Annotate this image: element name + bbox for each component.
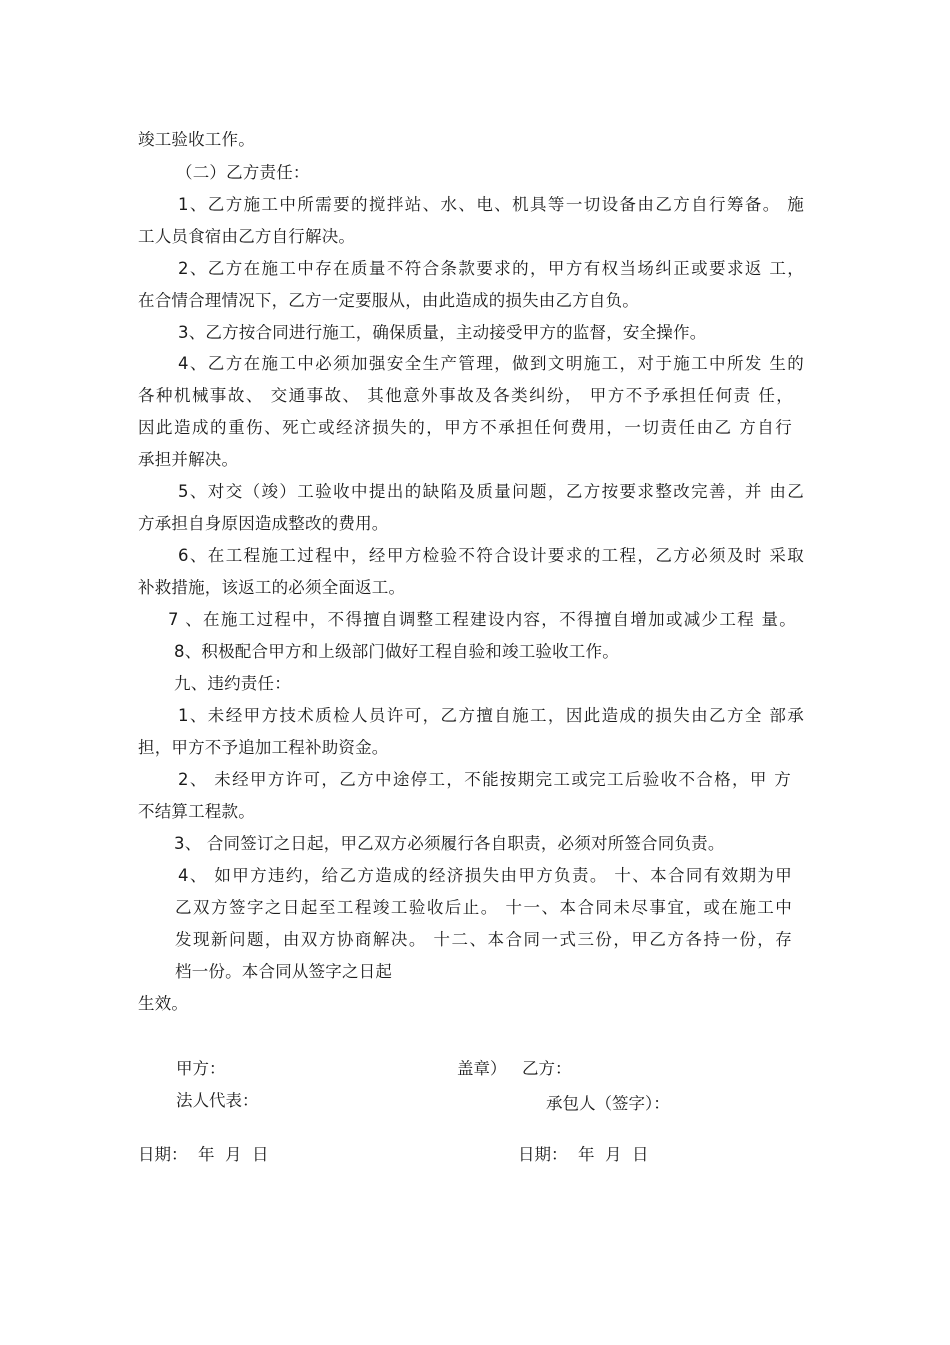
text-line: 竣工验收工作。 [138, 130, 255, 149]
text-line: 6、在工程施工过程中，经甲方检验不符合设计要求的工程，乙方必须及时 采取 [178, 546, 804, 565]
party-a-label: 甲方： [176, 1059, 226, 1078]
text-line: 3、乙方按合同进行施工，确保质量，主动接受甲方的监督，安全操作。 [178, 323, 707, 342]
text-line: 1、乙方施工中所需要的搅拌站、水、电、机具等一切设备由乙方自行筹备。 施 [178, 195, 804, 214]
text-line: 5、对交（竣）工验收中提出的缺陷及质量问题，乙方按要求整改完善，并 由乙 [178, 482, 804, 501]
legal-representative-label: 法人代表： [176, 1091, 259, 1110]
text-line: 3、 合同签订之日起，甲乙双方必须履行各自职责，必须对所签合同负责。 [174, 834, 725, 853]
text-line: 因此造成的重伤、死亡或经济损失的，甲方不承担任何费用，一切责任由乙 方自行 [138, 418, 792, 437]
text-line: 补救措施，该返工的必须全面返工。 [138, 578, 406, 597]
contractor-signature-label: 承包人（签字）： [546, 1094, 670, 1113]
section-heading: 九、违约责任： [174, 674, 291, 693]
text-line: 方承担自身原因造成整改的费用。 [138, 514, 389, 533]
seal-label: 盖章） [457, 1059, 507, 1078]
text-line: 档一份。本合同从签字之日起 [175, 962, 393, 981]
date-b-label: 日期： 年 月 日 [518, 1145, 649, 1164]
text-line: 7 、在施工过程中，不得擅自调整工程建设内容，不得擅自增加或减少工程 量。 [168, 610, 796, 629]
text-line: 乙双方签字之日起至工程竣工验收后止。 十一、本合同未尽事宜，或在施工中 [175, 898, 792, 917]
text-line: 2、乙方在施工中存在质量不符合条款要求的，甲方有权当场纠正或要求返 工， [178, 259, 804, 278]
text-line: 不结算工程款。 [138, 802, 255, 821]
text-line: 1、未经甲方技术质检人员许可，乙方擅自施工，因此造成的损失由乙方全 部承 [178, 706, 804, 725]
text-line: 2、 未经甲方许可，乙方中途停工，不能按期完工或完工后验收不合格，甲 方 [178, 770, 791, 789]
text-line: 8、积极配合甲方和上级部门做好工程自验和竣工验收工作。 [174, 642, 619, 661]
text-line: 生效。 [138, 994, 189, 1013]
text-line: 工人员食宿由乙方自行解决。 [138, 227, 356, 246]
text-line: 在合情合理情况下，乙方一定要服从，由此造成的损失由乙方自负。 [138, 291, 639, 310]
text-line: 承担并解决。 [138, 450, 239, 469]
text-line: 4、乙方在施工中必须加强安全生产管理，做到文明施工，对于施工中所发 生的 [178, 354, 804, 373]
party-b-label: 乙方： [522, 1059, 572, 1078]
text-line: 担，甲方不予追加工程补助资金。 [138, 738, 389, 757]
section-heading: （二）乙方责任： [176, 163, 310, 182]
date-a-label: 日期： 年 月 日 [138, 1145, 269, 1164]
text-line: 发现新问题，由双方协商解决。 十二、本合同一式三份，甲乙方各持一份，存 [175, 930, 792, 949]
text-line: 4、 如甲方违约，给乙方造成的经济损失由甲方负责。 十、本合同有效期为甲 [178, 866, 792, 885]
text-line: 各种机械事故、 交通事故、 其他意外事故及各类纠纷， 甲方不予承担任何责 任， [138, 386, 793, 405]
